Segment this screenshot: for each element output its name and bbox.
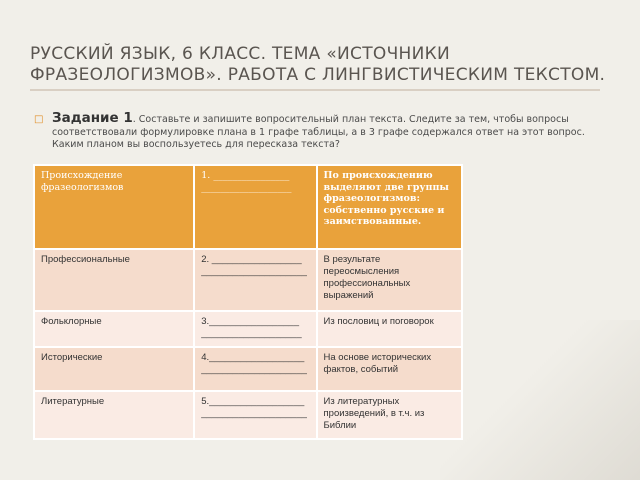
row-question-cell: 3._________________ ___________________ bbox=[194, 311, 316, 347]
task-text: . Составьте и запишите вопросительный план текста. Следите за тем, чтобы вопросы соответствовали формулировке плана в 1 графе таблицы, а в 3 графе содержался ответ на этот вопрос. Каким планом вы воспользуетесь для пересказа текста? bbox=[52, 114, 585, 150]
row-answer-cell: Из литературных произведений, в т.ч. из Библии bbox=[317, 391, 462, 439]
header-cell-answer: По происхождению выделяют две группы фразеологизмов: собственно русские и заимствованные. bbox=[317, 165, 462, 249]
table-row bbox=[34, 347, 462, 391]
task-label: Задание 1 bbox=[52, 110, 133, 126]
row-answer-cell: На основе исторических фактов, событий bbox=[317, 347, 462, 391]
table-row bbox=[34, 311, 462, 347]
row-answer-cell: Из пословиц и поговорок bbox=[317, 311, 462, 347]
row-origin-cell: Исторические bbox=[34, 347, 194, 391]
row-origin-cell: Фольклорные bbox=[34, 311, 194, 347]
plan-table bbox=[33, 164, 463, 440]
row-origin-cell: Профессиональные bbox=[34, 249, 194, 311]
slide-title: РУССКИЙ ЯЗЫК, 6 КЛАСС. ТЕМА «ИСТОЧНИКИ ФРАЗЕОЛОГИЗМОВ». РАБОТА С ЛИНГВИСТИЧЕСКИМ ТЕКСТОМ. bbox=[30, 44, 606, 85]
row-question-cell: 2. _________________ ____________________ bbox=[194, 249, 316, 311]
square-bullet-icon: □ bbox=[34, 114, 44, 125]
row-origin-cell: Литературные bbox=[34, 391, 194, 439]
header-cell-origin: Происхождение фразеологизмов bbox=[34, 165, 194, 249]
table-header-row bbox=[34, 165, 462, 249]
table-row bbox=[34, 249, 462, 311]
table-row bbox=[34, 391, 462, 439]
task-paragraph bbox=[34, 112, 619, 152]
background-shade bbox=[440, 320, 640, 480]
row-answer-cell: В результате переосмысления профессиональных выражений bbox=[317, 249, 462, 311]
row-question-cell: 5.__________________ ____________________ bbox=[194, 391, 316, 439]
row-question-cell: 4.__________________ ____________________ bbox=[194, 347, 316, 391]
header-cell-question: 1. ________________ ___________________ bbox=[194, 165, 316, 249]
title-divider bbox=[30, 89, 600, 91]
